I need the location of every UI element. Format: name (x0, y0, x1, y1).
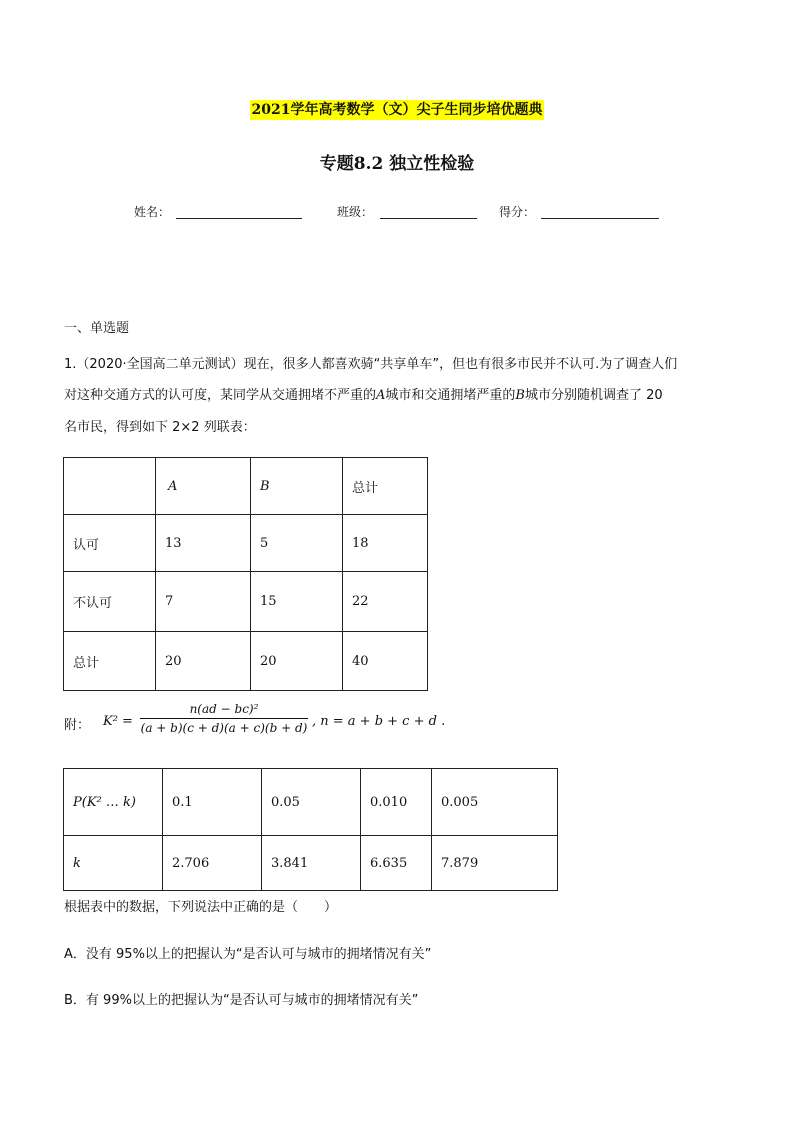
fraction-bar (140, 718, 308, 719)
table-cell: 20 (251, 632, 343, 691)
table-row (64, 515, 428, 572)
table-row (64, 572, 428, 632)
table-cell: 0.05 (262, 769, 361, 836)
city-b-symbol: B (515, 388, 525, 403)
table-header-row (64, 458, 428, 515)
table-cell: 20 (156, 632, 251, 691)
contingency-table (63, 457, 428, 691)
question-line-1: 1.（2020·全国高二单元测试）现在，很多人都喜欢骑“共享单车”，但也有很多市民并不认可.为了调查人们 (64, 357, 678, 372)
table-cell (64, 458, 156, 515)
formula-prefix: 附： (64, 718, 91, 733)
table-cell: B (251, 458, 343, 515)
class-blank[interactable] (380, 218, 477, 219)
critical-values-table (63, 768, 558, 891)
table-cell: k (64, 836, 163, 891)
table-cell: 15 (251, 572, 343, 632)
formula-denominator: (a + b)(c + d)(a + c)(b + d) (140, 721, 308, 735)
table-cell: 总计 (343, 458, 428, 515)
city-a-symbol: A (376, 388, 386, 403)
formula-numerator: n(ad − bc)² (189, 702, 259, 716)
table-cell: 22 (343, 572, 428, 632)
page-title: 专题8.2 独立性检验 (319, 154, 475, 174)
class-label: 班级： (337, 205, 374, 219)
banner-title: 2021学年高考数学（文）尖子生同步培优题典 (251, 102, 543, 118)
question-line-2b: 城市和交通拥堵严重的 (385, 388, 516, 403)
formula-lhs: K² = (103, 714, 133, 729)
table-cell: 7 (156, 572, 251, 632)
question-line-3: 名市民，得到如下 2×2 列联表： (64, 420, 256, 435)
table-cell: 0.005 (432, 769, 558, 836)
section-heading: 一、单选题 (64, 321, 130, 336)
question-line-2c: 城市分别随机调查了 20 (524, 388, 663, 403)
question-prompt: 根据表中的数据，下列说法中正确的是（ ） (64, 900, 338, 915)
formula-rhs: , n = a + b + c + d . (312, 714, 446, 729)
table-row (64, 769, 558, 836)
table-cell: 不认可 (64, 572, 156, 632)
table-cell: 总计 (64, 632, 156, 691)
table-cell: 40 (343, 632, 428, 691)
table-row (64, 836, 558, 891)
table-cell: 5 (251, 515, 343, 572)
name-label: 姓名： (134, 205, 171, 219)
table-cell: 认可 (64, 515, 156, 572)
table-cell: 6.635 (361, 836, 432, 891)
question-line-2a: 对这种交通方式的认可度，某同学从交通拥堵不严重的 (64, 388, 377, 403)
formula-fraction (140, 701, 308, 736)
table-row (64, 632, 428, 691)
table-cell: P(K² … k) (64, 769, 163, 836)
name-blank[interactable] (176, 218, 302, 219)
table-cell: 7.879 (432, 836, 558, 891)
option-b[interactable]: B．有 99%以上的把握认为“是否认可与城市的拥堵情况有关” (64, 993, 419, 1008)
table-cell: 2.706 (163, 836, 262, 891)
table-cell: 18 (343, 515, 428, 572)
option-a[interactable]: A．没有 95%以上的把握认为“是否认可与城市的拥堵情况有关” (64, 947, 432, 962)
score-label: 得分： (499, 205, 536, 219)
question-line-2 (64, 386, 734, 406)
table-cell: 0.010 (361, 769, 432, 836)
table-cell: A (156, 458, 251, 515)
table-cell: 3.841 (262, 836, 361, 891)
table-cell: 13 (156, 515, 251, 572)
table-cell: 0.1 (163, 769, 262, 836)
banner-wrapper (0, 99, 794, 120)
score-blank[interactable] (541, 218, 659, 219)
